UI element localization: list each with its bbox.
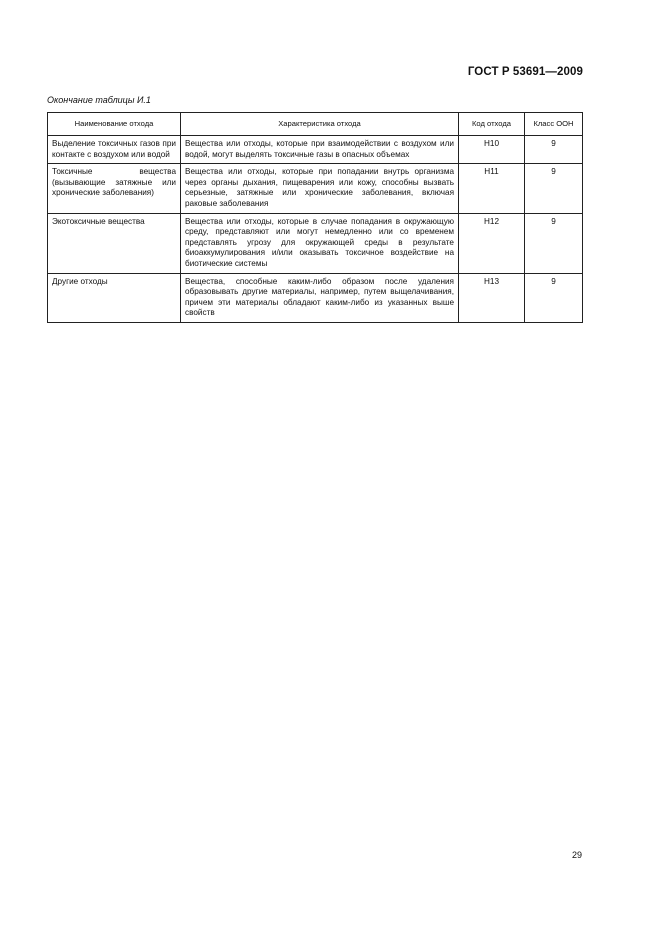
table-header-row (48, 113, 583, 136)
table-row (48, 213, 583, 273)
header-waste-name: Наименование отхода (48, 113, 181, 136)
table-row (48, 273, 583, 322)
table-row (48, 136, 583, 164)
cell-waste-name: Токсичные вещества (вызывающие затяжные или хронические заболевания) (48, 164, 181, 213)
cell-un-class: 9 (525, 136, 583, 164)
cell-waste-code: Н12 (459, 213, 525, 273)
cell-waste-description: Вещества или отходы, которые в случае попадания в окружающую среду, представляют или могут немедленно или со временем представлять угрозу для окружающей среды в результате биоаккумулирования и/или оказывать токсичное воздействие на биотические системы (181, 213, 459, 273)
cell-waste-name: Другие отходы (48, 273, 181, 322)
cell-waste-description: Вещества или отходы, которые при взаимодействии с воздухом или водой, могут выделять токсичные газы в опасных объемах (181, 136, 459, 164)
cell-waste-code: Н10 (459, 136, 525, 164)
cell-un-class: 9 (525, 213, 583, 273)
table-caption: Окончание таблицы И.1 (47, 95, 151, 105)
waste-characteristics-table (47, 112, 583, 323)
page-number: 29 (571, 850, 582, 860)
cell-waste-description: Вещества или отходы, которые при попадании внутрь организма через органы дыхания, пищеварения или кожу, способны вызвать серьезные, затяжные или хронические заболевания, включая раковые заболевания (181, 164, 459, 213)
cell-un-class: 9 (525, 273, 583, 322)
cell-waste-name: Экотоксичные вещества (48, 213, 181, 273)
header-waste-code: Код отхода (459, 113, 525, 136)
cell-waste-code: Н11 (459, 164, 525, 213)
cell-waste-name: Выделение токсичных газов при контакте с воздухом или водой (48, 136, 181, 164)
cell-waste-code: Н13 (459, 273, 525, 322)
header-un-class: Класс ООН (525, 113, 583, 136)
standard-designation: ГОСТ Р 53691—2009 (467, 66, 583, 78)
table-row (48, 164, 583, 213)
header-waste-characteristic: Характеристика отхода (181, 113, 459, 136)
cell-un-class: 9 (525, 164, 583, 213)
cell-waste-description: Вещества, способные каким-либо образом после удаления образовывать другие материалы, например, путем выщелачивания, причем эти материалы обладают каким-либо из указанных выше свойств (181, 273, 459, 322)
